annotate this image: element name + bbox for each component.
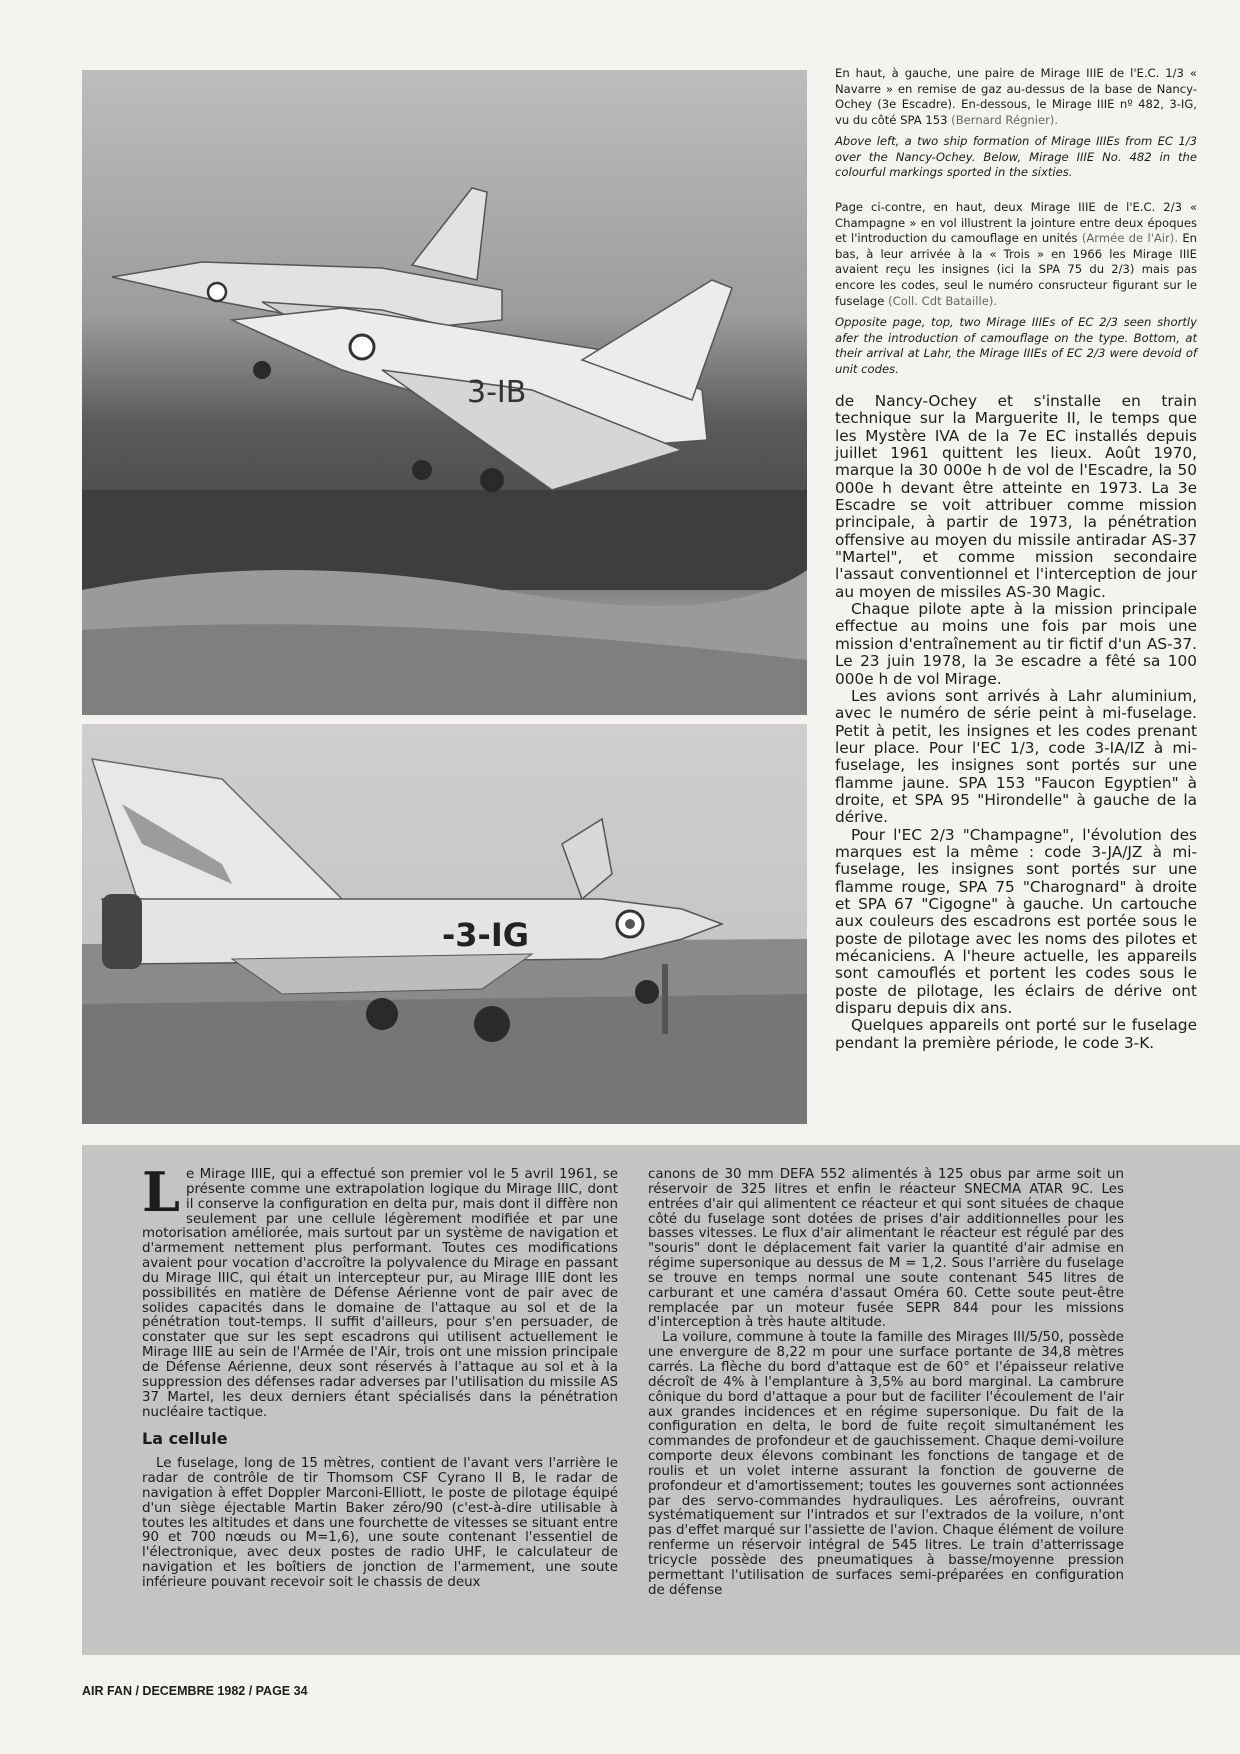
page-footer: AIR FAN / DECEMBRE 1982 / PAGE 34 [82,1684,308,1698]
caption-en-opposite: Opposite page, top, two Mirage IIIEs of EC 2/3 seen shortly afer the introduction of camouflage on the type. Bottom, at their arrival at Lahr, the Mirage IIIEs of EC 2/3 were devoid of unit codes. [835,315,1197,376]
paragraph: Pour l'EC 2/3 "Champagne", l'évolution des marques est la même : code 3-JA/JZ à mi-fuselage, les insignes sont portés sur une flamme rouge, SPA 75 "Charognard" à droite et SPA 67 "Cigogne" à gauche. Un cartouche aux couleurs des escadrons est portée sous le poste de pilotage avec les noms des pilotes et mécaniciens. A l'heure actuelle, les appareils sont camouflés et portent les codes sous le poste de pilotage, les éclairs de dérive ont disparu depuis dix ans. [835,825,1197,1018]
photo-mirage-formation [82,70,807,715]
drop-cap: L [142,1160,180,1224]
caption-fr-top-text: En haut, à gauche, une paire de Mirage IIIE de l'E.C. 1/3 « Navarre » en remise de gaz au-dessus de la base de Nancy-Ochey (3e Escadre). En-dessous, le Mirage IIIE nº 482, 3-IG, vu du côté SPA 153 [835,66,1197,127]
paragraph: Le fuselage, long de 15 mètres, contient de l'avant vers l'arrière le radar de contrôle de tir Thomsom CSF Cyrano II B, le radar de navigation à effet Doppler Marconi-Elliott, le poste de pilotage équipé d'un siège éjectable Martin Baker zéro/90 (c'est-à-dire utilisable à toutes les altitudes et dans une fourchette de vitesses se situant entre 90 et 700 nœuds ou M=1,6), une soute contenant l'essentiel de l'électronique, avec deux postes de radio UHF, le calculateur de navigation et les boîtiers de jonction de l'armement, une soute inférieure pouvant recevoir soit le chassis de deux [142,1456,618,1590]
caption-en-top: Above left, a two ship formation of Mirage IIIEs from EC 1/3 over the Nancy-Ochey. Below, Mirage IIIE No. 482 in the colourful markings sported in the sixties. [835,134,1197,180]
paragraph: de Nancy-Ochey et s'installe en train technique sur la Marguerite II, le temps que les Mystère IVA de la 7e EC installés depuis juillet 1961 quittent les lieux. Août 1970, marque la 30 000e h de vol de l'Escadre, la 50 000e h devant être atteinte en 1973. La 3e Escadre se voit attribuer comme mission principale, à partir de 1973, la pénétration offensive au moyen du missile antiradar AS-37 "Martel", et comme mission secondaire l'assaut conventionnel et l'interception de jour au moyen de missiles AS-30 Magic. [835,392,1197,601]
caption-fr-opposite-a: Page ci-contre, en haut, deux Mirage IIIE de l'E.C. 2/3 « Champagne » en vol illustrent la jointure entre deux époques et l'introduction du camouflage en unités [835,200,1197,246]
paragraph: Les avions sont arrivés à Lahr aluminium, avec le numéro de série peint à mi-fuselage. Petit à petit, les insignes et les codes prenant leur place. Pour l'EC 1/3, code 3-IA/IZ à mi-fuselage, les insignes sont portés sur une flamme jaune. SPA 153 "Faucon Egyptien" à droite, et SPA 95 "Hirondelle" à gauche de la dérive. [835,686,1197,827]
ground-jet-code: -3-IG [442,916,529,954]
article-right-column [835,393,1197,1052]
front-jet-code: 3-IB [467,375,527,410]
sidebar-right-column [648,1168,1124,1598]
photo-mirage-3ig-ground [82,724,807,1124]
section-heading: La cellule [142,1429,228,1449]
intro-text: e Mirage IIIE, qui a effectué son premier vol le 5 avril 1961, se présente comme une extrapolation logique du Mirage IIIC, dont il conserve la configuration en delta pur, mais dont il diffère non seulement par une cellule légèrement modifiée et par une motorisation améliorée, mais surtout par un système de navigation et d'armement nettement plus performant. Toutes ces modifications avaient pour vocation d'accroître la polyvalence du Mirage en passant du Mirage IIIC, qui était un intercepteur pur, au Mirage IIIE dont les possibilités en matière de Défense Aérienne vont de pair avec de solides capacités dans le domaine de l'attaque au sol et de la pénétration tout-temps. Il suffit d'ailleurs, pour s'en persuader, de constater que sur les sept escadrons qui utilisent actuellement le Mirage IIIE au sein de l'Armée de l'Air, trois ont une mission principale de Défense Aérienne, deux sont réservés à l'attaque au sol et à la suppression des défenses radar adverses par l'utilisation du missile AS 37 Martel, les deux derniers étant spécialisés dans la pénétration nucléaire tactique. [142,1167,618,1420]
paragraph: Chaque pilote apte à la mission principale effectue au moins une fois par mois une mission d'entraînement au tir fictif d'un AS-37. Le 23 juin 1978, la 3e escadre a fêté sa 100 000e h de vol Mirage. [835,600,1197,688]
paragraph: Quelques appareils ont porté sur le fuselage pendant la première période, le code 3-K. [835,1016,1197,1052]
mirage-ground-illustration [82,724,807,1124]
caption-fr-top-credit: (Bernard Régnier). [951,112,1059,127]
mirage-formation-illustration [82,70,807,715]
caption-fr-opposite-credit-1: (Armée de l'Air). [1081,231,1179,246]
paragraph [142,1160,618,1420]
paragraph: canons de 30 mm DEFA 552 alimentés à 125 obus par arme soit un réservoir de 325 litres et enfin le réacteur SNECMA ATAR 9C. Les entrées d'air qui alimentent ce réacteur et qui sont situées de chaque côté du fuselage sont dotées de prises d'air additionnelles pour les basses vitesses. Le flux d'air alimentant le réacteur est régulé par des "souris" dont le déplacement fait varier la quantité d'air admise en régime supersonique au dessus de M = 1,2. Sous l'arrière du fuselage se trouve en temps normal une soute contenant 545 litres de carburant et une caméra d'assaut Oméra 60. Cette soute peut-être remplacée par un moteur fusée SEPR 844 pour les missions d'interception à très haute altitude. [648,1167,1124,1331]
sidebar-left-column [142,1160,618,1591]
paragraph: La voilure, commune à toute la famille des Mirages III/5/50, possède une envergure de 8,22 m pour une surface portante de 34,8 mètres carrés. La flèche du bord d'attaque est de 60° et l'épaisseur relative décroît de 4% à l'emplanture à 3,5% au bord marginal. La cambrure cônique du bord d'attaque a pour but de faciliter l'écoulement de l'air aux grandes incidences et en régime supersonique. Du fait de la configuration en delta, le bord de fuite reçoit simultanément les commandes de profondeur et de gauchissement. Chaque demi-voilure comporte deux élevons combinant les fonctions de tangage et de roulis et un volet interne assurant la fonction de gouverne de profondeur et d'amortissement; toutes les gouvernes sont actionnées par des servo-commandes hydrauliques. Les aérofreins, ouvrant systématiquement sur l'intrados et sur l'extrados de la voilure, n'ont pas d'effet marqué sur l'assiette de l'avion. Chaque élément de voilure renferme un réservoir intégral de 545 litres. Le train d'atterrissage tricycle possède des pneumatiques à basse/moyenne pression permettant l'utilisation de surfaces semi-préparées en configuration de défense [648,1330,1124,1598]
caption-fr-opposite-b: En bas, à leur arrivée à la « Trois » en 1966 les Mirage IIIE avaient reçu les insignes (ici la SPA 75 du 2/3) mais pas encore les codes, seul le numéro consructeur figurant sur le fuselage [835,231,1197,308]
caption-fr-opposite [835,200,1197,309]
caption-fr-top [835,66,1197,128]
caption-fr-opposite-credit-2: (Coll. Cdt Bataille). [888,293,998,308]
